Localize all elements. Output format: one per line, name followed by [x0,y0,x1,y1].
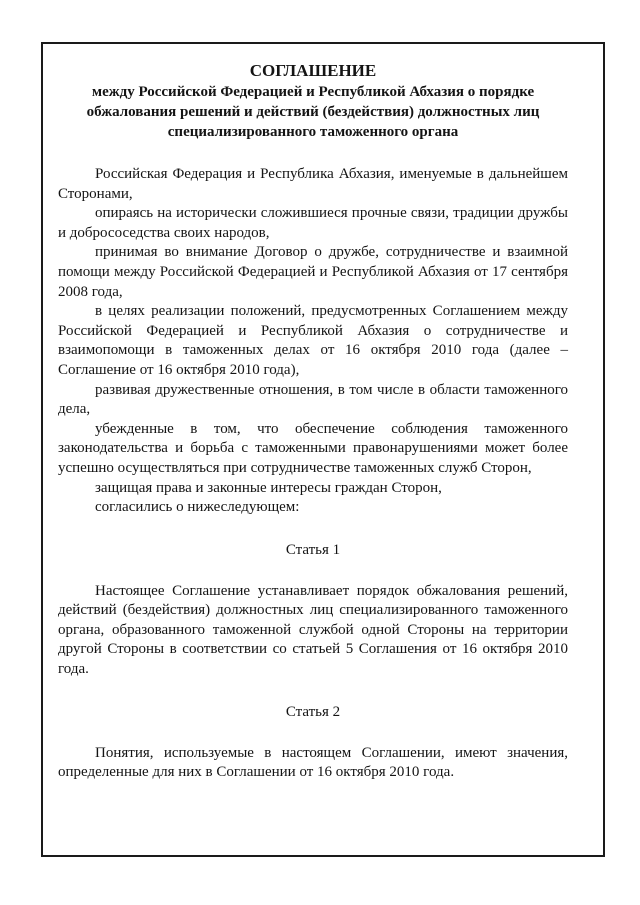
preamble-paragraph: Российская Федерация и Республика Абхазия, именуемые в дальнейшем Сторонами, [58,166,568,202]
document-subtitle: между Российской Федерацией и Республикой Абхазия о порядке обжалования решений и действий (бездействия) должностных лиц специализированного таможенного органа [86,84,540,140]
preamble-paragraph: в целях реализации положений, предусмотренных Соглашением между Российской Федерацией и Республикой Абхазия о сотрудничестве и взаимопомощи в таможенных делах от 16 октября 2010 года (далее – Соглашение от 16 октября 2010 года), [58,303,568,378]
preamble [58,165,568,518]
document-title: СОГЛАШЕНИЕ [249,61,377,80]
article-text: Настоящее Соглашение устанавливает порядок обжалования решений, действий (бездействия) должностных лиц специализированного таможенного органа, образованного таможенной службой одной Стороны на территории другой Стороны в соответствии со статьей 5 Соглашения от 16 октября 2010 года. [58,582,568,678]
preamble-paragraph: развивая дружественные отношения, в том числе в области таможенного дела, [58,381,568,418]
preamble-paragraph: защищая права и законные интересы граждан Сторон, [95,479,442,496]
preamble-paragraph: опираясь на исторически сложившиеся прочные связи, традиции дружбы и добрососедства своих народов, [58,205,568,241]
document-page [58,60,568,783]
article-text: Понятия, используемые в настоящем Соглашении, имеют значения, определенные для них в Соглашении от 16 октября 2010 года. [58,744,568,781]
article-heading: Статья 2 [285,703,341,720]
article-heading: Статья 1 [285,541,341,558]
preamble-paragraph: принимая во внимание Договор о дружбе, сотрудничестве и взаимной помощи между Российской Федерацией и Республикой Абхазия от 17 сентября 2008 года, [58,244,568,300]
preamble-paragraph: убежденные в том, что обеспечение соблюдения таможенного законодательства и борьба с таможенными правонарушениями может более успешно осуществляться при сотрудничестве таможенных служб Сторон, [58,420,568,476]
preamble-paragraph: согласились о нижеследующем: [95,499,300,516]
